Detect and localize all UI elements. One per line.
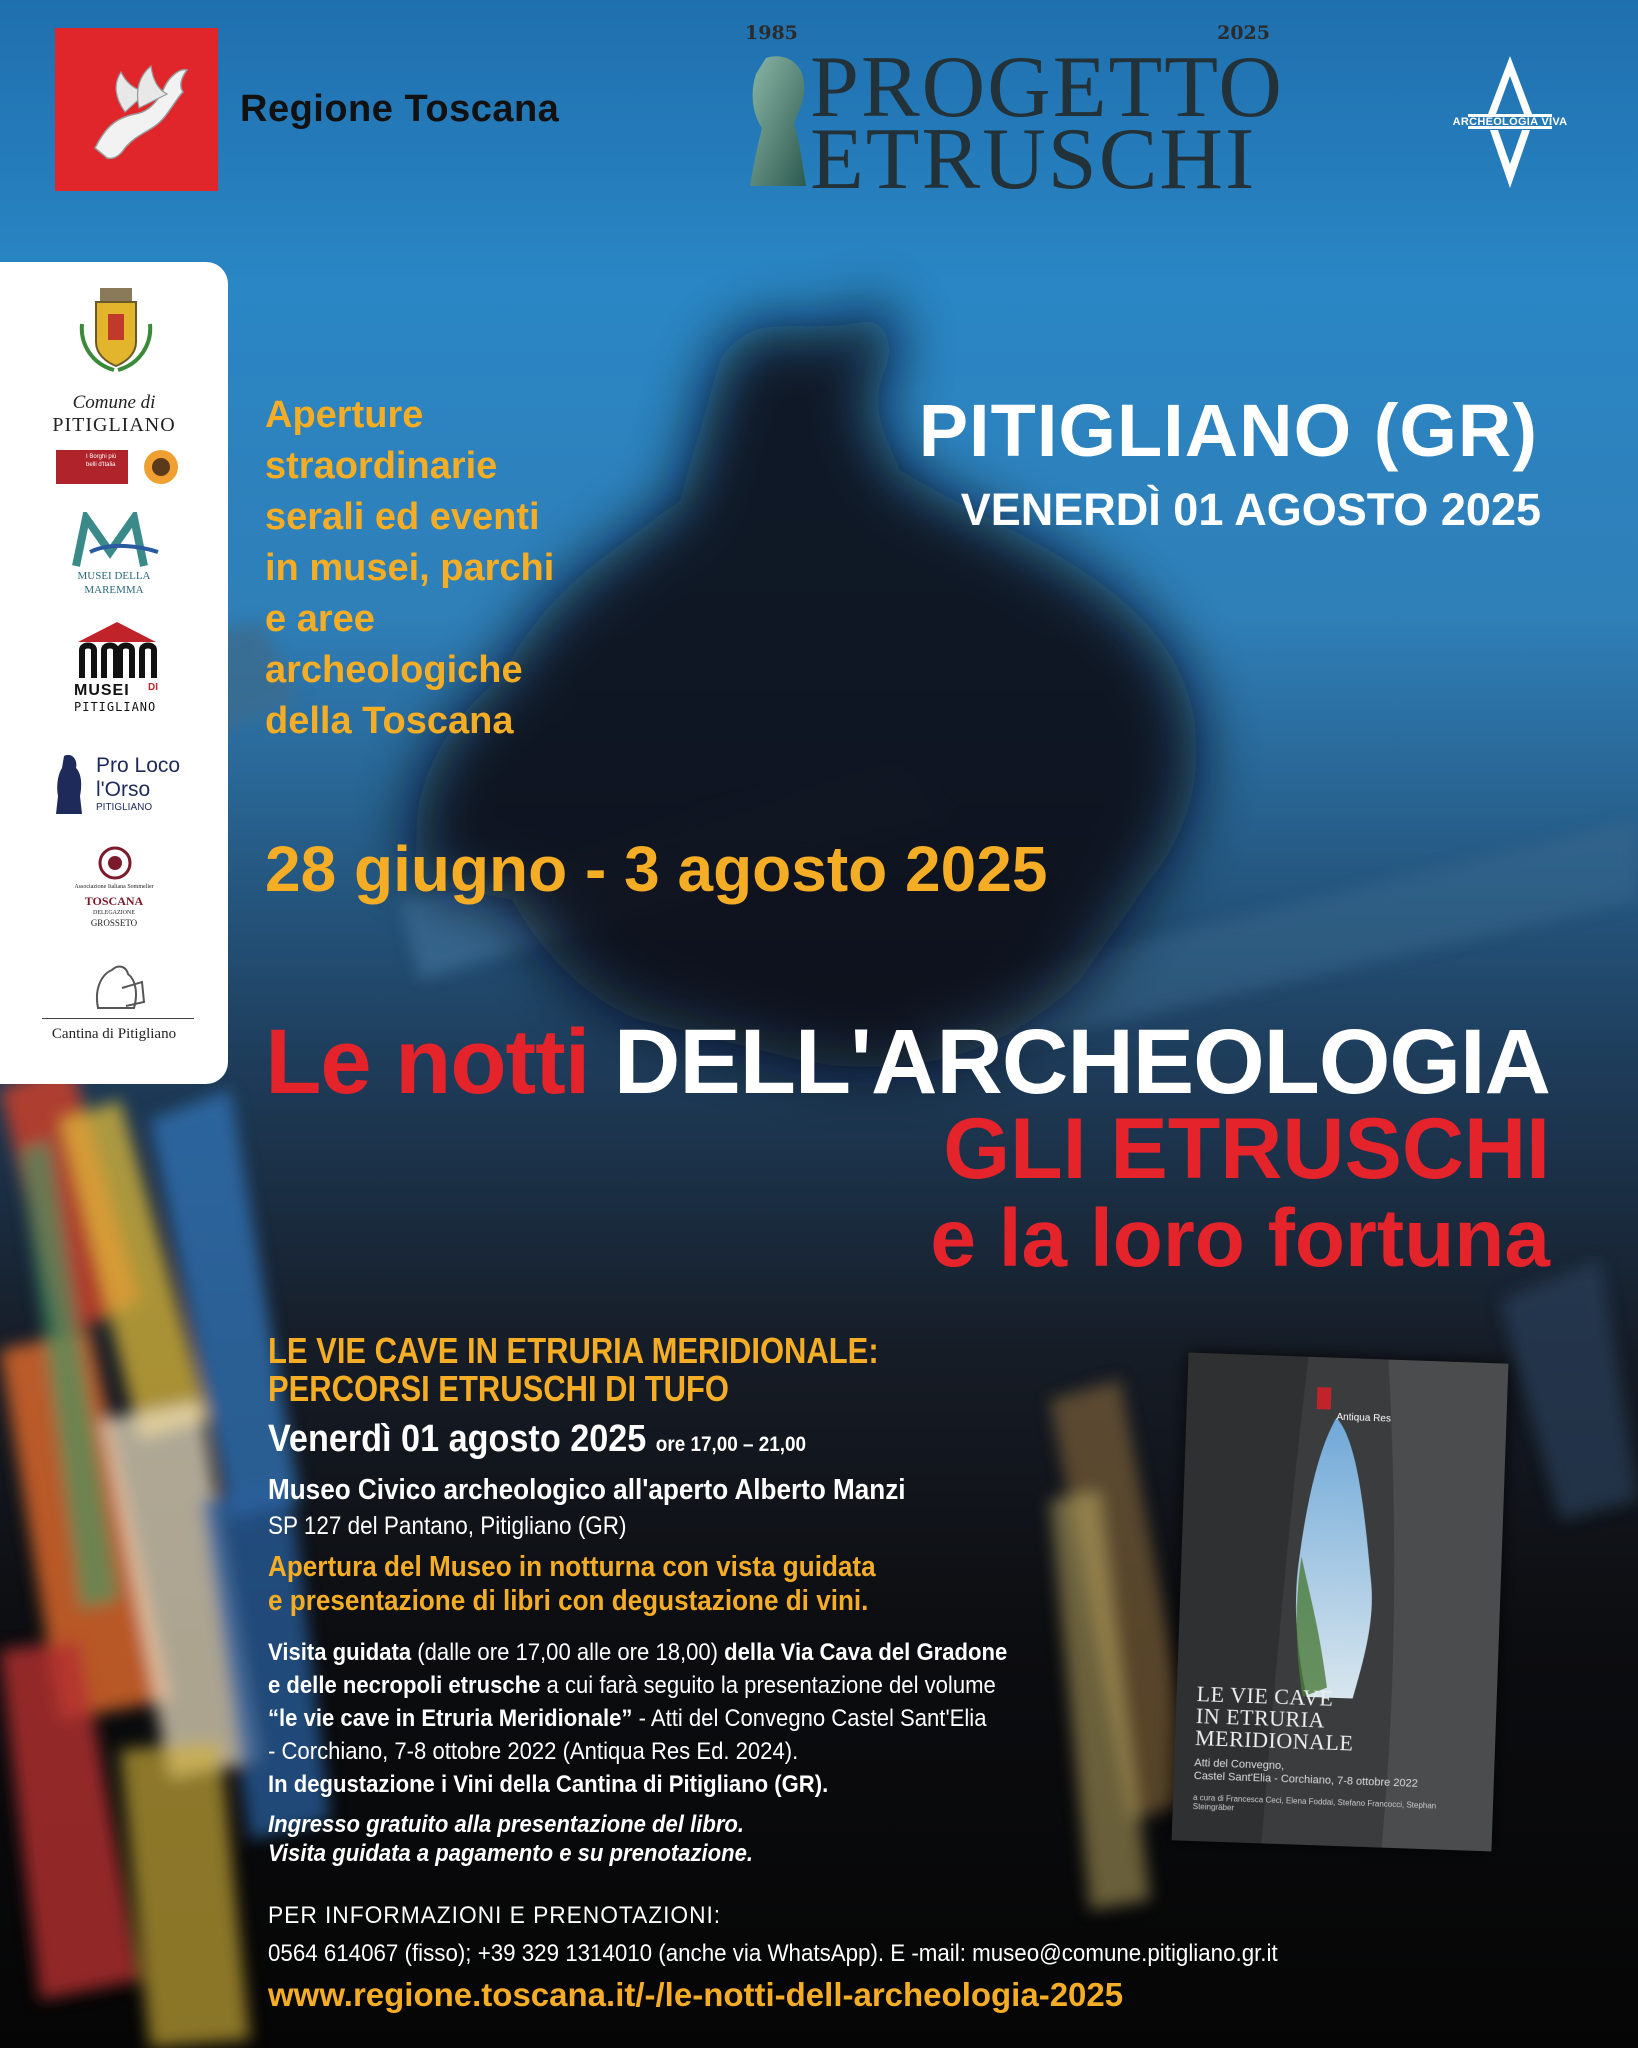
- proloco-label-2: l'Orso: [96, 778, 151, 801]
- event-highlight: [268, 1550, 916, 1618]
- ais-label-1: Associazione Italiana Sommelier: [74, 884, 154, 890]
- archeologia-viva-logo: [1440, 52, 1580, 192]
- book-subtitle: [1194, 1757, 1480, 1793]
- event-date: [268, 1418, 806, 1461]
- bear-statue-icon: [52, 752, 86, 818]
- desc-bold: “le vie cave in Etruria Meridionale”: [268, 1705, 633, 1732]
- intro-line: e aree: [265, 598, 375, 640]
- intro-line: straordinarie: [265, 445, 498, 487]
- desc-text: - Atti del Convegno Castel Sant'Elia: [632, 1705, 987, 1732]
- main-title-part1: Le notti: [265, 1011, 590, 1113]
- desc-text: a cui farà seguito la presentazione del volume: [540, 1672, 996, 1699]
- etruscan-head-icon: [744, 52, 814, 192]
- comune-label: Comune di: [72, 392, 156, 413]
- event-address: SP 127 del Pantano, Pitigliano (GR): [268, 1512, 627, 1540]
- intro-line: archeologiche: [265, 649, 523, 691]
- event-notes: [268, 1810, 912, 1868]
- book-title-line1: LE VIE CAVE: [1196, 1681, 1334, 1711]
- event-time: ore 17,00 – 21,00: [655, 1433, 807, 1456]
- book-subtitle-line1: Atti del Convegno,: [1194, 1757, 1285, 1773]
- borghi-badge: [56, 450, 128, 484]
- event-city: PITIGLIANO (GR): [918, 389, 1538, 472]
- ais-logo-icon: [90, 846, 140, 880]
- intro-text: [265, 390, 625, 747]
- event-note: Ingresso gratuito alla presentazione del libro.: [268, 1811, 745, 1838]
- archeologia-viva-label: ARCHEOLOGIA VIVA: [1452, 116, 1568, 128]
- festival-date-range: 28 giugno - 3 agosto 2025: [265, 833, 1048, 905]
- book-publisher: Antiqua Res: [1336, 1411, 1392, 1425]
- info-url[interactable]: www.regione.toscana.it/-/le-notti-dell-archeologia-2025: [268, 1976, 1124, 2013]
- project-start-year: 1985: [745, 22, 798, 44]
- event-title: [268, 1332, 947, 1408]
- musei-pitigliano-label-2: PITIGLIANO: [74, 700, 157, 714]
- desc-bold: della Via Cava del Gradone: [724, 1639, 1008, 1666]
- main-title-part2: DELL'ARCHEOLOGIA: [613, 1011, 1550, 1113]
- project-title-line2: ETRUSCHI: [810, 111, 1257, 208]
- pegasus-icon: [55, 28, 218, 191]
- borghi-badge-text: I Borghi più belli d'Italia: [86, 454, 117, 468]
- musei-maremma-icon: [70, 512, 160, 568]
- orange-seal-icon: [142, 448, 180, 486]
- musei-maremma-label-1: MUSEI DELLA: [77, 570, 151, 582]
- event-title-line2: PERCORSI ETRUSCHI DI TUFO: [268, 1368, 729, 1409]
- info-contacts: 0564 614067 (fisso); +39 329 1314010 (anche via WhatsApp). E -mail: museo@comune.pitigliano.gr.it: [268, 1940, 1278, 1967]
- book-cover: [1172, 1353, 1509, 1852]
- book-title-line2: IN ETRURIA MERIDIONALE: [1194, 1703, 1354, 1756]
- cantina-divider: [42, 1018, 194, 1019]
- partner-logos-panel: [0, 262, 228, 1084]
- desc-bold: e delle necropoli etrusche: [268, 1672, 541, 1699]
- desc-text: (dalle ore 17,00 alle ore 18,00): [411, 1639, 725, 1666]
- book-authors: a cura di Francesca Ceci, Elena Foddai, Stefano Francocci, Stephan Steingräber: [1192, 1792, 1437, 1813]
- intro-line: della Toscana: [265, 700, 514, 742]
- info-heading: PER INFORMAZIONI E PRENOTAZIONI:: [268, 1902, 722, 1929]
- project-end-year: 2025: [1217, 22, 1270, 44]
- desc-bold: Visita guidata: [268, 1639, 412, 1666]
- event-highlight-line2: e presentazione di libri con degustazione di vini.: [268, 1585, 869, 1617]
- event-venue: Museo Civico archeologico all'aperto Alberto Manzi: [268, 1474, 906, 1506]
- book-title: [1195, 1683, 1482, 1759]
- event-title-line1: LE VIE CAVE IN ETRURIA MERIDIONALE:: [268, 1330, 879, 1371]
- event-highlight-line1: Apertura del Museo in notturna con vista guidata: [268, 1551, 876, 1583]
- event-city-date: VENERDÌ 01 AGOSTO 2025: [960, 484, 1541, 535]
- cantina-label: Cantina di Pitigliano: [51, 1026, 177, 1042]
- project-title-line1: PROGETTO: [810, 39, 1284, 136]
- intro-line: serali ed eventi: [265, 496, 540, 538]
- intro-line: in musei, parchi: [265, 547, 555, 589]
- regione-toscana-name: Regione Toscana: [240, 88, 560, 130]
- musei-pitigliano-icon: [72, 620, 162, 680]
- desc-bold: In degustazione i Vini della Cantina di Pitigliano (GR).: [268, 1771, 829, 1798]
- ais-label-3: DELEGAZIONE: [93, 910, 135, 916]
- event-note: Visita guidata a pagamento e su prenotazione.: [268, 1840, 754, 1867]
- book-subtitle-line2: Castel Sant'Elia - Corchiano, 7-8 ottobre 2022: [1193, 1770, 1418, 1790]
- proloco-label-1: Pro Loco: [96, 754, 181, 777]
- event-date-text: Venerdì 01 agosto 2025: [268, 1418, 647, 1460]
- book-text: [1193, 1683, 1482, 1821]
- musei-pitigliano-label-1: MUSEI: [74, 682, 130, 699]
- intro-line: Aperture: [265, 394, 424, 436]
- comune-name: PITIGLIANO: [52, 414, 176, 436]
- musei-maremma-label-2: MAREMMA: [84, 584, 144, 596]
- proloco-label-3: PITIGLIANO: [96, 802, 153, 813]
- ais-label-2: TOSCANA: [84, 894, 144, 908]
- comune-coat-of-arms-icon: [74, 284, 158, 374]
- ais-label-4: GROSSETO: [90, 918, 138, 928]
- event-description: [268, 1636, 1105, 1801]
- progetto-etruschi-logo: [740, 22, 1284, 208]
- subtitle-line1: GLI ETRUSCHI: [943, 1101, 1550, 1197]
- cantina-figure-icon: [78, 958, 154, 1014]
- desc-text: - Corchiano, 7-8 ottobre 2022 (Antiqua Res Ed. 2024).: [268, 1738, 799, 1765]
- subtitle-line2: e la loro fortuna: [930, 1193, 1550, 1284]
- musei-pitigliano-di: DI: [148, 682, 158, 693]
- regione-toscana-logo: [55, 28, 218, 191]
